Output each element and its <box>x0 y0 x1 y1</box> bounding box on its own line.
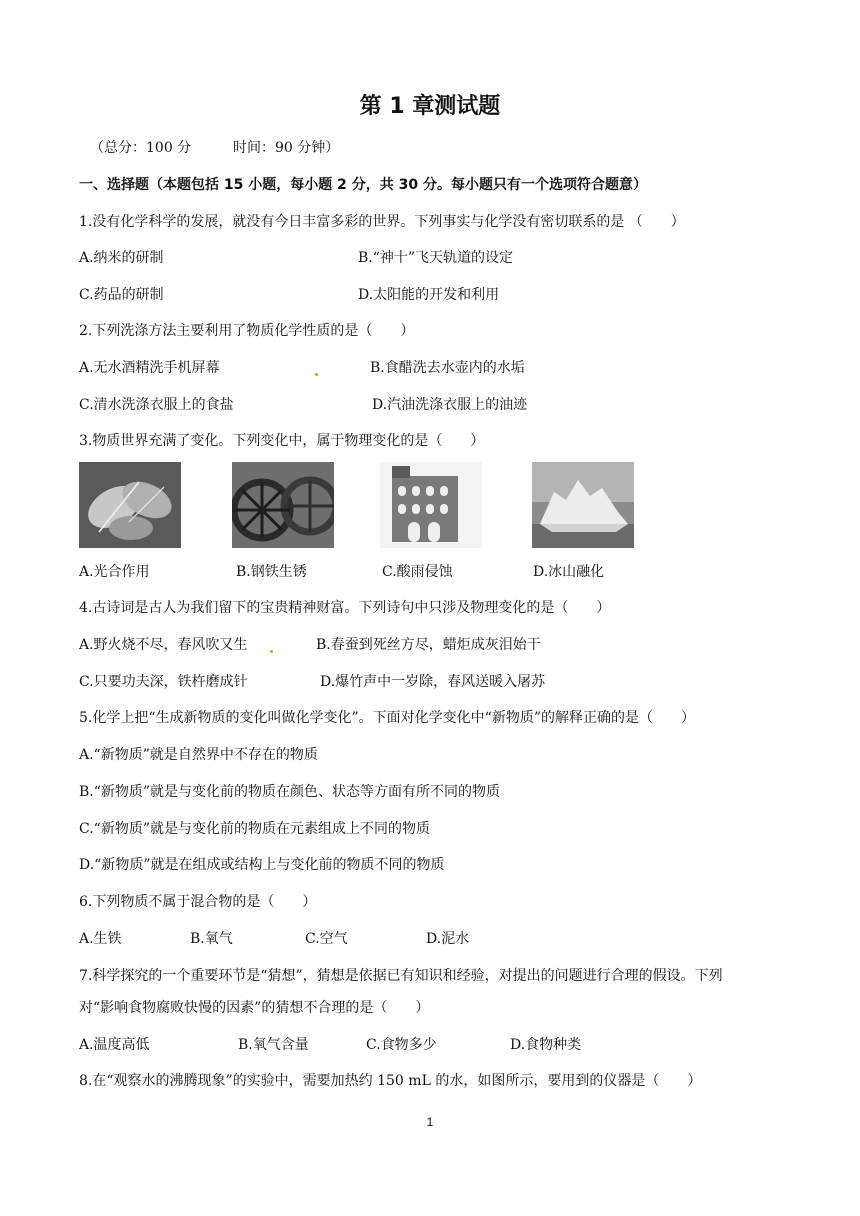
question-7-option-d: D.食物种类 <box>510 1037 582 1053</box>
question-4-option-c: C.只要功夫深，铁杵磨成针 <box>79 674 248 690</box>
question-2-option-b: B.食醋洗去水壶内的水垢 <box>370 360 525 376</box>
question-8-stem: 8.在“观察水的沸腾现象”的实验中，需要加热约 150 mL 的水，如图所示，要用到的仪器是（ ） <box>79 1073 702 1089</box>
question-3-option-a: A.光合作用 <box>79 564 150 580</box>
question-2-option-d: D.汽油洗涤衣服上的油迹 <box>372 397 528 413</box>
exam-time: 时间：90 分钟） <box>233 140 340 156</box>
ancient-gate-photo <box>380 462 482 548</box>
question-2-option-c: C.清水洗涤衣服上的食盐 <box>79 397 234 413</box>
question-4-option-a: A.野火烧不尽，春风吹又生 <box>79 637 248 653</box>
page-title: 第 1 章测试题 <box>359 94 501 119</box>
total-score: （总分：100 分 <box>90 140 192 156</box>
question-7-option-c: C.食物多少 <box>366 1037 437 1053</box>
leaf-photo <box>79 462 181 548</box>
question-3-option-d: D.冰山融化 <box>533 564 605 580</box>
question-4-option-d: D.爆竹声中一岁除，春风送暖入屠苏 <box>320 674 546 690</box>
question-7-stem-line-2: 对“影响食物腐败快慢的因素”的猜想不合理的是（ ） <box>79 1000 430 1016</box>
question-7-option-b: B.氧气含量 <box>238 1037 309 1053</box>
rusty-wheel-photo <box>232 462 334 548</box>
question-5-option-c: C.“新物质”就是与变化前的物质在元素组成上不同的物质 <box>79 821 430 837</box>
question-1-stem: 1.没有化学科学的发展，就没有今日丰富多彩的世界。下列事实与化学没有密切联系的是 （ ） <box>79 214 685 230</box>
question-5-stem: 5.化学上把“生成新物质的变化叫做化学变化”。下面对化学变化中“新物质”的解释正确的是（ ） <box>79 710 695 726</box>
question-5-option-d: D.“新物质”就是在组成或结构上与变化前的物质不同的物质 <box>79 857 445 873</box>
question-1-option-c: C.药品的研制 <box>79 287 164 303</box>
question-3-stem: 3.物质世界充满了变化。下列变化中，属于物理变化的是（ ） <box>79 433 485 449</box>
page-number: 1 <box>426 1115 434 1129</box>
question-6-option-c: C.空气 <box>305 931 348 947</box>
question-3-option-b: B.钢铁生锈 <box>236 564 307 580</box>
question-1-option-b: B.“神十”飞天轨道的设定 <box>358 250 514 266</box>
question-6-option-a: A.生铁 <box>79 931 122 947</box>
question-1-option-a: A.纳米的研制 <box>79 250 164 266</box>
question-7-option-a: A.温度高低 <box>79 1037 150 1053</box>
question-3-option-c: C.酸雨侵蚀 <box>382 564 453 580</box>
question-6-option-b: B.氧气 <box>190 931 233 947</box>
iceberg-photo <box>532 462 634 548</box>
question-7-stem-line-1: 7.科学探究的一个重要环节是“猜想”，猜想是依据已有知识和经验，对提出的问题进行合理的假设。下列 <box>79 968 723 984</box>
question-6-stem: 6.下列物质不属于混合物的是（ ） <box>79 894 317 910</box>
question-5-option-a: A.“新物质”就是自然界中不存在的物质 <box>79 747 318 763</box>
question-2-option-a: A.无水酒精洗手机屏幕 <box>79 360 220 376</box>
question-6-option-d: D.泥水 <box>426 931 470 947</box>
highlight-mark <box>270 650 273 653</box>
question-4-option-b: B.春蚕到死丝方尽，蜡炬成灰泪始干 <box>316 637 541 653</box>
question-4-stem: 4.古诗词是古人为我们留下的宝贵精神财富。下列诗句中只涉及物理变化的是（ ） <box>79 600 611 616</box>
section-heading: 一、选择题（本题包括 15 小题，每小题 2 分，共 30 分。每小题只有一个选项符合题意） <box>79 177 647 193</box>
question-2-stem: 2.下列洗涤方法主要利用了物质化学性质的是（ ） <box>79 323 415 339</box>
question-1-option-d: D.太阳能的开发和利用 <box>358 287 500 303</box>
highlight-mark <box>315 373 318 376</box>
question-5-option-b: B.“新物质”就是与变化前的物质在颜色、状态等方面有所不同的物质 <box>79 784 501 800</box>
